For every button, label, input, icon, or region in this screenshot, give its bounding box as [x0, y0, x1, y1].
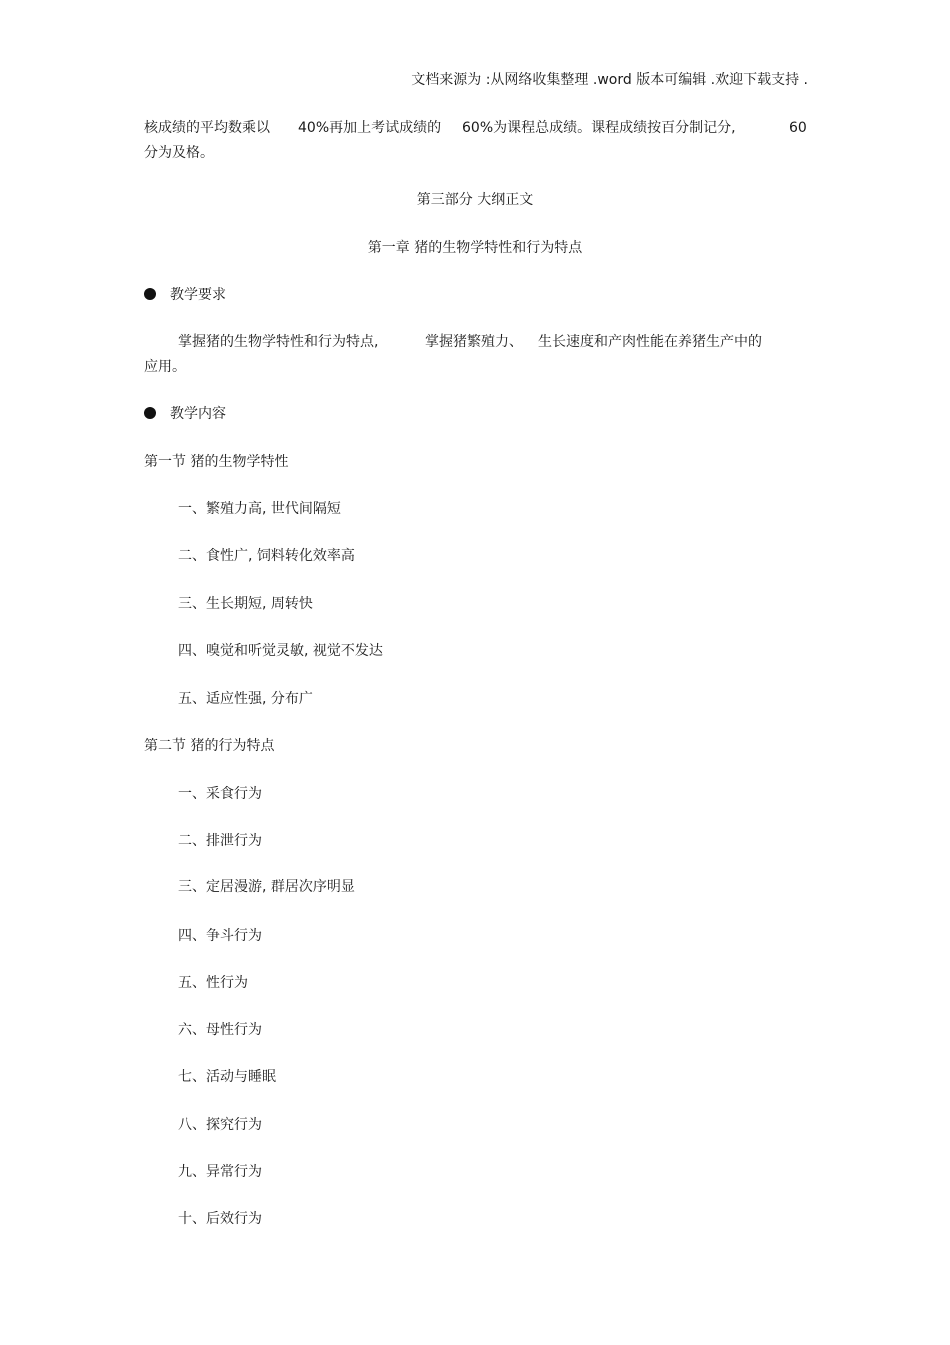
requirements-heading-text: 教学要求: [170, 287, 226, 303]
requirements-text-line2: 应用。: [144, 359, 186, 375]
content-heading: [144, 404, 226, 424]
requirements-text-c: 生长速度和产肉性能在养猪生产中的: [538, 334, 762, 350]
chapter-title: 第一章 猪的生物学特性和行为特点: [367, 240, 583, 256]
list-item: 七、活动与睡眠: [178, 1069, 276, 1085]
part-title: 第三部分 大纲正文: [416, 192, 534, 208]
list-item: 三、生长期短, 周转快: [178, 596, 313, 612]
intro-text-4: 60: [789, 120, 807, 136]
bullet-icon: [144, 407, 156, 419]
page-header-source-note: 文档来源为 :从网络收集整理 .word 版本可编辑 .欢迎下载支持 .: [411, 72, 808, 88]
list-item: 五、适应性强, 分布广: [178, 691, 313, 707]
requirements-text-a: 掌握猪的生物学特性和行为特点,: [178, 334, 379, 350]
intro-text-2: 40%再加上考试成绩的: [298, 120, 442, 136]
list-item: 二、排泄行为: [178, 833, 262, 849]
section-title: 第二节 猪的行为特点: [144, 738, 275, 754]
list-item: 四、争斗行为: [178, 928, 262, 944]
intro-text-1: 核成绩的平均数乘以: [144, 120, 270, 136]
list-item: 八、探究行为: [178, 1117, 262, 1133]
section-title: 第一节 猪的生物学特性: [144, 454, 289, 470]
content-heading-text: 教学内容: [170, 406, 226, 422]
requirements-heading: [144, 285, 226, 305]
list-item: 六、母性行为: [178, 1022, 262, 1038]
intro-text-3: 60%为课程总成绩。课程成绩按百分制记分,: [462, 120, 736, 136]
list-item: 一、采食行为: [178, 786, 262, 802]
list-item: 十、后效行为: [178, 1211, 262, 1227]
requirements-text-b: 掌握猪繁殖力、: [425, 334, 523, 350]
list-item: 四、嗅觉和听觉灵敏, 视觉不发达: [178, 643, 383, 659]
list-item: 九、异常行为: [178, 1164, 262, 1180]
list-item: 五、性行为: [178, 975, 248, 991]
list-item: 二、食性广, 饲料转化效率高: [178, 548, 355, 564]
bullet-icon: [144, 288, 156, 300]
list-item: 三、定居漫游, 群居次序明显: [178, 879, 355, 895]
intro-paragraph-line2: 分为及格。: [144, 145, 214, 161]
list-item: 一、繁殖力高, 世代间隔短: [178, 501, 341, 517]
